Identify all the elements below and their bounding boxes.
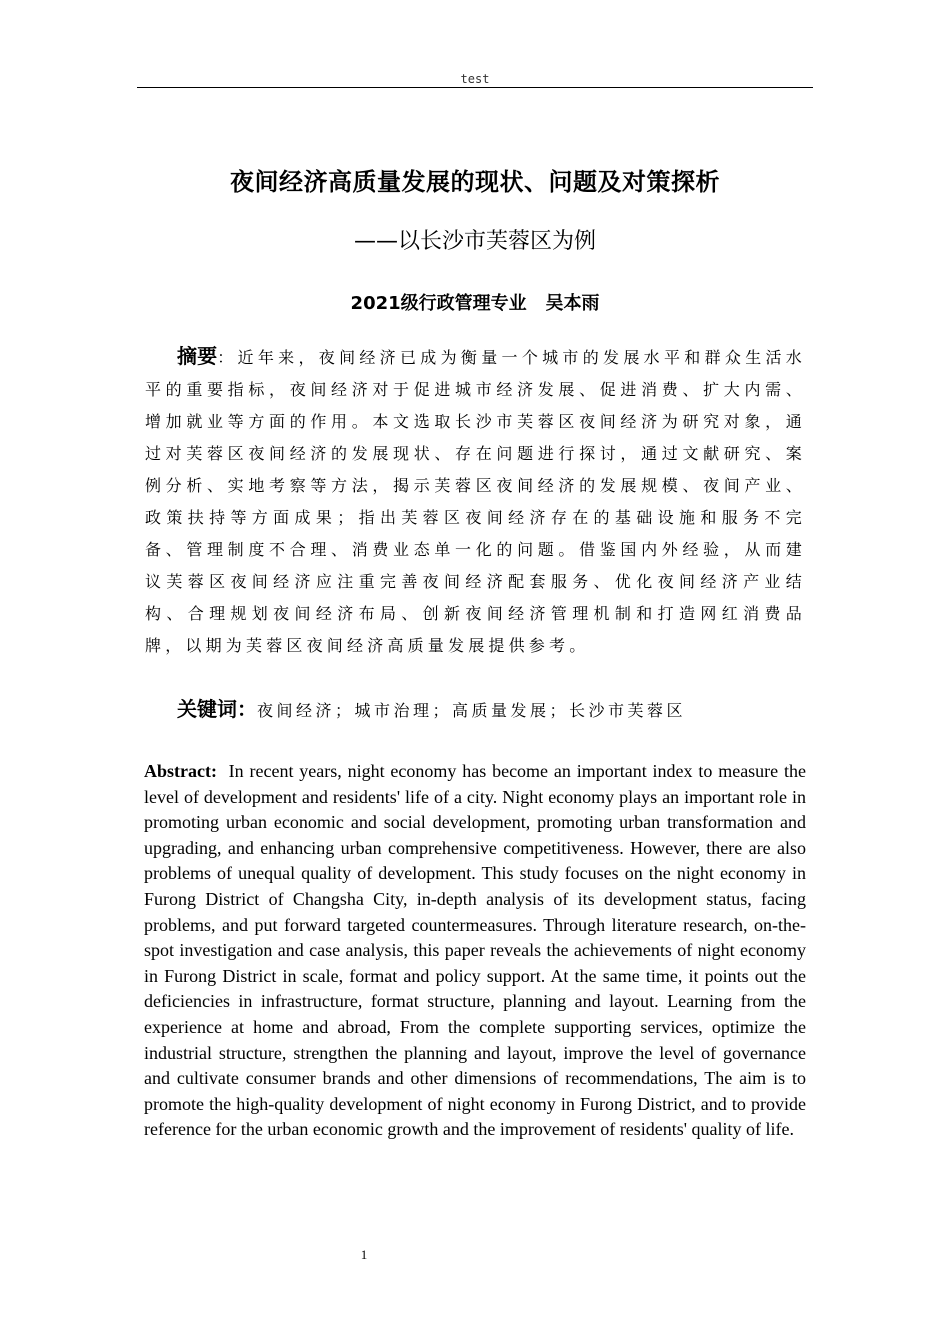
english-abstract — [144, 759, 806, 1143]
english-abstract-label: Abstract: — [144, 761, 217, 781]
chinese-abstract-text: 近年来，夜间经济已成为衡量一个城市的发展水平和群众生活水平的重要指标，夜间经济对于促进城市经济发展、促进消费、扩大内需、增加就业等方面的作用。本文选取长沙市芙蓉区夜间经济为研究对象，通过对芙蓉区夜间经济的发展现状、存在问题进行探讨，通过文献研究、案例分析、实地考察等方法，揭示芙蓉区夜间经济的发展规模、夜间产业、政策扶持等方面成果；指出芙蓉区夜间经济存在的基础设施和服务不完备、管理制度不合理、消费业态单一化的问题。借鉴国内外经验，从而建议芙蓉区夜间经济应注重完善夜间经济配套服务、优化夜间经济产业结构、合理规划夜间经济布局、创新夜间经济管理机制和打造网红消费品牌，以期为芙蓉区夜间经济高质量发展提供参考。 — [145, 348, 807, 655]
paper-title: 夜间经济高质量发展的现状、问题及对策探析 — [230, 168, 720, 196]
keywords — [177, 693, 807, 727]
chinese-abstract — [145, 340, 806, 662]
author-line: 2021级行政管理专业 吴本雨 — [350, 293, 600, 314]
chinese-abstract-colon: ： — [217, 348, 238, 367]
page-header-text: test — [460, 72, 490, 86]
header-rule — [137, 87, 813, 88]
chinese-abstract-label: 摘要 — [177, 344, 218, 368]
keywords-label: 关键词： — [177, 697, 257, 721]
page-number: 1 — [360, 1247, 368, 1262]
english-abstract-text: In recent years, night economy has become an important index to measure the level of development and residents' life of a city. Night economy plays an important role in promoting urban economic and social development, promoting urban transformation and upgrading, and enhancing urban comprehensive competitiveness. However, there are also problems of unequal quality of development. This study focuses on the night economy in Furong District of Changsha City, in-depth analysis of its development status, facing problems, and put forward targeted countermeasures. Through literature research, on-the-spot investigation and case analysis, this paper reveals the achievements of night economy in Furong District in scale, format and policy support. At the same time, it points out the deficiencies in infrastructure, format structure, planning and layout. Learning from the experience at home and abroad, From the complete supporting services, optimize the industrial structure, strengthen the planning and layout, improve the level of governance and cultivate consumer brands and other dimensions of recommendations, The aim is to promote the high-quality development of night economy in Furong District, and to provide reference for the urban economic growth and the improvement of residents' quality of life. — [144, 761, 806, 1140]
paper-subtitle: ——以长沙市芙蓉区为例 — [353, 229, 596, 254]
keywords-text: 夜间经济；城市治理；高质量发展；长沙市芙蓉区 — [257, 701, 687, 720]
